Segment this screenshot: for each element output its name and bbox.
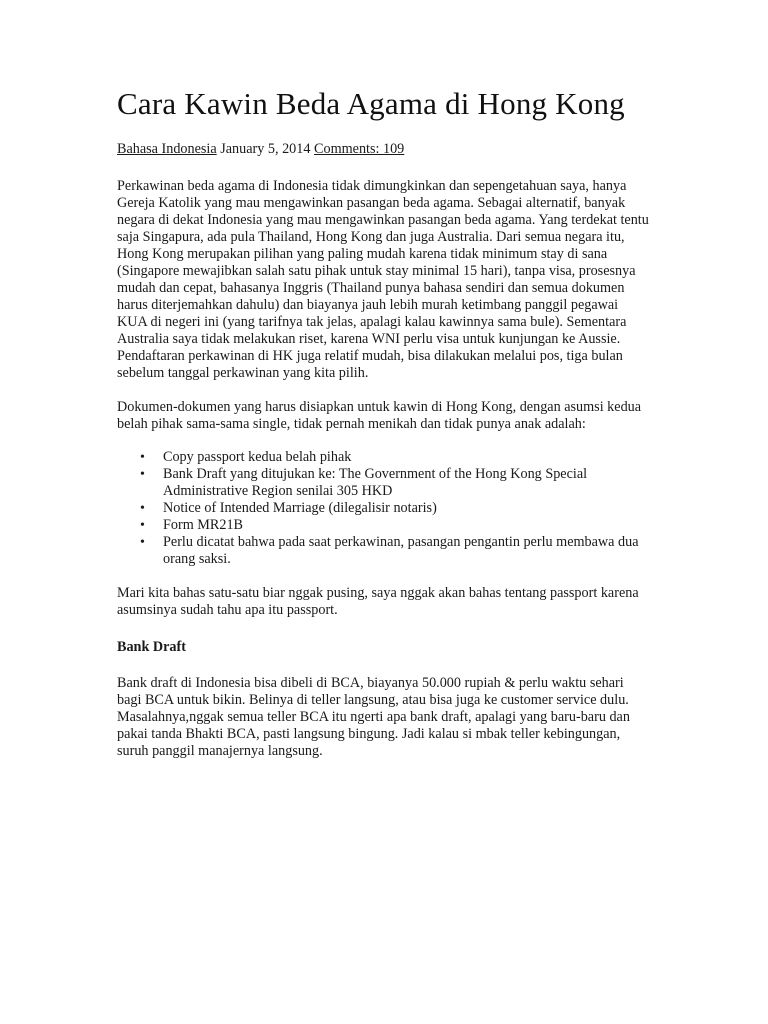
list-item: • Form MR21B xyxy=(163,517,649,534)
list-item: • Perlu dicatat bahwa pada saat perkawinan, pasangan pengantin perlu membawa dua orang saksi. xyxy=(163,534,649,568)
section-heading-bank-draft: Bank Draft xyxy=(117,639,186,655)
article-meta xyxy=(117,140,649,158)
document-page xyxy=(117,84,649,760)
category-link[interactable]: Bahasa Indonesia xyxy=(117,141,217,157)
article-title: Cara Kawin Beda Agama di Hong Kong xyxy=(117,86,625,121)
bank-draft-paragraph: Bank draft di Indonesia bisa dibeli di BCA, biayanya 50.000 rupiah & perlu waktu sehari bagi BCA untuk bikin. Belinya di teller langsung, atau bisa juga ke customer service dulu. Masalahnya,nggak semua teller BCA itu ngerti apa bank draft, apalagi yang baru-baru dan pakai tanda Bhakti BCA, pasti langsung bingung. Jadi kalau si mbak teller kebingungan, suruh panggil manajernya langsung. xyxy=(117,675,630,759)
post-date: January 5, 2014 xyxy=(220,141,311,157)
list-item: • Copy passport kedua belah pihak xyxy=(163,449,649,466)
documents-paragraph: Dokumen-dokumen yang harus disiapkan untuk kawin di Hong Kong, dengan asumsi kedua belah pihak sama-sama single, tidak pernah menikah dan tidak punya anak adalah: xyxy=(117,399,642,432)
intro-paragraph: Perkawinan beda agama di Indonesia tidak dimungkinkan dan sepengetahuan saya, hanya Gereja Katolik yang mau mengawinkan pasangan beda agama. Sebagai alternatif, banyak negara di dekat Indonesia yang mau mengawinkan pasangan beda agama. Yang terdekat tentu saja Singapura, ada pula Thailand, Hong Kong dan juga Australia. Dari semua negara itu, Hong Kong merupakan pilihan yang paling mudah karena tidak minimum stay di sana (Singapore mewajibkan salah satu pihak untuk stay minimal 15 hari), tanpa visa, prosesnya mudah dan cepat, bahasanya Inggris (Thailand punya bahasa sendiri dan semua dokumen harus diterjemahkan dahulu) dan biayanya jauh lebih murah ketimbang panggil pegawai KUA di negeri ini (yang tarifnya tak jelas, apalagi kalau kawinnya sama bule). Sementara Australia saya tidak melakukan riset, karena WNI perlu visa untuk kunjungan ke Aussie. Pendaftaran perkawinan di HK juga relatif mudah, bisa dilakukan melalui pos, tiga bulan sebelum tanggal perkawinan yang kita pilih. xyxy=(117,178,649,381)
documents-list xyxy=(117,449,649,568)
comments-link[interactable]: Comments: 109 xyxy=(314,141,405,157)
list-item: • Notice of Intended Marriage (dilegalisir notaris) xyxy=(163,500,649,517)
list-item: • Bank Draft yang ditujukan ke: The Government of the Hong Kong Special Administrative Region senilai 305 HKD xyxy=(163,466,649,500)
discussion-paragraph: Mari kita bahas satu-satu biar nggak pusing, saya nggak akan bahas tentang passport karena asumsinya sudah tahu apa itu passport. xyxy=(117,585,639,618)
